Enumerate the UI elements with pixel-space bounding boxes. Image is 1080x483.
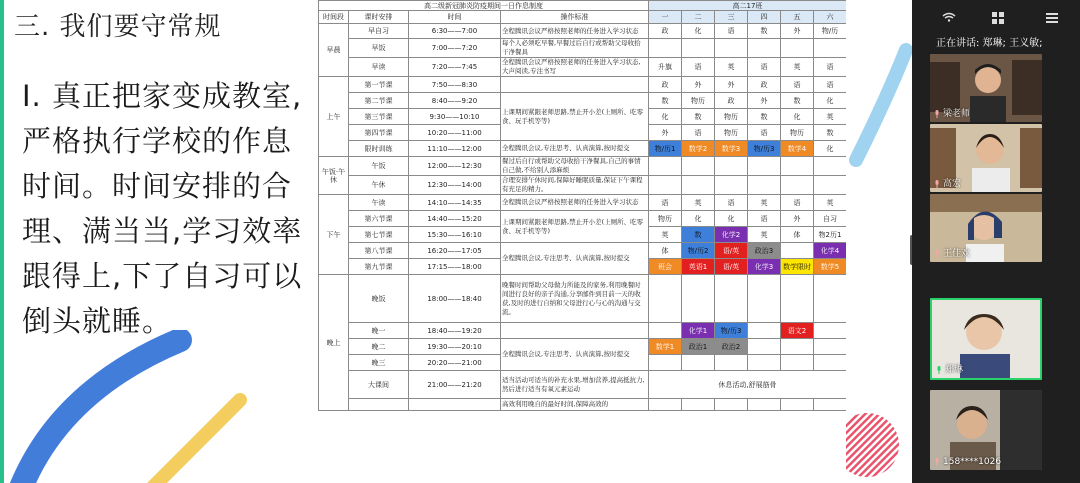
participant-name: 高宏	[943, 179, 962, 189]
subject-cell	[781, 176, 814, 195]
grid-view-icon[interactable]	[992, 12, 1004, 24]
table-row	[319, 243, 847, 259]
slot-cell	[349, 399, 409, 411]
slot-cell: 第三节课	[349, 109, 409, 125]
time-cell: 11:10——12:00	[409, 141, 501, 157]
subject-cell: 物历	[781, 125, 814, 141]
standard-cell	[501, 323, 649, 339]
subject-cell: 政	[715, 93, 748, 109]
subject-cell: 化	[781, 109, 814, 125]
slot-cell: 午饭	[349, 157, 409, 176]
subject-cell: 英语1	[682, 259, 715, 275]
mic-icon-active	[936, 366, 942, 374]
subject-cell: 外	[715, 77, 748, 93]
table-row	[319, 399, 847, 411]
participant-tile-active[interactable]	[930, 298, 1042, 380]
subject-cell: 物历	[715, 125, 748, 141]
subject-cell	[649, 275, 682, 323]
column-header: 课时安排	[349, 11, 409, 24]
column-header: 时间段	[319, 11, 349, 24]
slot-cell: 午读	[349, 195, 409, 211]
subject-cell: 政治3	[748, 243, 781, 259]
subject-cell: 英	[682, 195, 715, 211]
subject-cell	[814, 157, 847, 176]
subject-cell: 政	[748, 77, 781, 93]
subject-cell: 语	[814, 77, 847, 93]
subject-cell	[682, 355, 715, 371]
participant-tile[interactable]	[930, 124, 1042, 192]
subject-cell: 外	[649, 125, 682, 141]
time-cell: 20:20——21:00	[409, 355, 501, 371]
subject-cell: 数	[649, 93, 682, 109]
subject-cell	[781, 243, 814, 259]
time-cell	[409, 399, 501, 411]
wifi-icon	[942, 12, 956, 22]
subject-cell	[748, 339, 781, 355]
subject-cell: 物/历1	[649, 141, 682, 157]
subject-cell: 政治2	[715, 339, 748, 355]
participant-name: 梁老师	[943, 109, 971, 119]
slot-cell: 早读	[349, 58, 409, 77]
participant-tile[interactable]	[930, 194, 1042, 262]
participants-panel	[912, 0, 1080, 483]
table-row	[319, 176, 847, 195]
column-header: 时间	[409, 11, 501, 24]
subject-cell: 语	[748, 211, 781, 227]
time-cell: 7:20——7:45	[409, 58, 501, 77]
standard-cell: 餐过后自行或帮助父母收拾干净餐具,自己的事情自己做,不给别人添麻烦	[501, 157, 649, 176]
period-cell: 晚上	[319, 275, 349, 411]
table-row	[319, 141, 847, 157]
period-cell: 上午	[319, 77, 349, 157]
subject-cell: 物/历2	[682, 243, 715, 259]
table-row	[319, 77, 847, 93]
subject-cell	[682, 275, 715, 323]
subject-cell: 化	[715, 211, 748, 227]
subject-cell: 英	[715, 58, 748, 77]
slot-cell: 第一节课	[349, 77, 409, 93]
time-cell: 12:00——12:30	[409, 157, 501, 176]
participant-tile[interactable]	[930, 54, 1042, 122]
subject-cell	[814, 399, 847, 411]
subject-cell: 物/历	[814, 24, 847, 39]
subject-cell	[682, 176, 715, 195]
subject-cell: 化学3	[748, 259, 781, 275]
subject-cell: 物2历1	[814, 227, 847, 243]
subject-cell: 数	[682, 227, 715, 243]
subject-cell: 数学3	[715, 141, 748, 157]
subject-cell: 数	[781, 93, 814, 109]
column-header: 一	[649, 11, 682, 24]
slot-cell: 晚饭	[349, 275, 409, 323]
slot-cell: 晚二	[349, 339, 409, 355]
standard-cell: 晚餐时间帮助父母做力所能及的家务,利用晚餐时间进行良好的亲子沟通,分享邮件到目前一天的收获,及时的进行自纳和父母进行心与心的沟通与交流。	[501, 275, 649, 323]
slot-cell: 限时训练	[349, 141, 409, 157]
subject-cell: 数	[814, 125, 847, 141]
subject-cell: 化	[814, 141, 847, 157]
subject-cell: 语	[682, 125, 715, 141]
time-cell: 15:30——16:10	[409, 227, 501, 243]
slot-cell: 午休	[349, 176, 409, 195]
subject-cell	[715, 157, 748, 176]
subject-cell: 语文2	[781, 323, 814, 339]
mic-icon	[934, 250, 940, 258]
participant-tile[interactable]	[930, 390, 1042, 470]
subject-cell: 数学2	[682, 141, 715, 157]
column-header: 五	[781, 11, 814, 24]
subject-cell: 外	[748, 93, 781, 109]
more-options-icon[interactable]	[1046, 12, 1058, 24]
subject-cell	[649, 323, 682, 339]
column-header: 六	[814, 11, 847, 24]
time-cell: 9:30——10:10	[409, 109, 501, 125]
period-cell: 午饭·午休	[319, 157, 349, 195]
table-caption: 高二级新冠肺炎防疫期间一日作息制度	[319, 1, 649, 11]
subject-cell	[781, 157, 814, 176]
subject-cell: 升旗	[649, 58, 682, 77]
subject-cell: 外	[781, 24, 814, 39]
standard-cell: 全程腾讯会议严格按照老师的任务进入学习状态	[501, 195, 649, 211]
standard-cell: 上课期间紧跟老师思路,禁止开小差(上厕所、吃零食、玩手机等等)	[501, 93, 649, 141]
standard-cell: 每个人必须吃早餐,早餐过后自行或帮助父母收拾干净餐具	[501, 39, 649, 58]
subject-cell: 班会	[649, 259, 682, 275]
subject-cell: 语/英	[715, 259, 748, 275]
table-row	[319, 323, 847, 339]
table-row	[319, 275, 847, 323]
subject-cell: 物/历3	[715, 323, 748, 339]
subject-cell: 语	[814, 58, 847, 77]
subject-cell: 政治1	[682, 339, 715, 355]
subject-cell	[814, 323, 847, 339]
subject-cell: 化学2	[715, 227, 748, 243]
subject-cell: 体	[649, 243, 682, 259]
time-cell: 6:30——7:00	[409, 24, 501, 39]
subject-cell	[649, 399, 682, 411]
slot-cell: 第七节课	[349, 227, 409, 243]
slot-cell: 大课间	[349, 371, 409, 399]
table-row	[319, 24, 847, 39]
subject-cell	[682, 157, 715, 176]
standard-cell: 全程腾讯会议严格按照老师的任务进入学习状态,大声阅读,专注书写	[501, 58, 649, 77]
slot-cell: 第六节课	[349, 211, 409, 227]
subject-cell: 化	[814, 93, 847, 109]
subject-cell: 数学5	[814, 259, 847, 275]
table-row	[319, 211, 847, 227]
slot-cell: 晚三	[349, 355, 409, 371]
time-cell: 17:15——18:00	[409, 259, 501, 275]
subject-cell: 政	[649, 77, 682, 93]
subject-cell	[715, 176, 748, 195]
subject-cell: 语	[748, 58, 781, 77]
subject-cell: 英	[814, 109, 847, 125]
subject-cell	[781, 399, 814, 411]
subject-cell	[649, 176, 682, 195]
period-cell: 早晨	[319, 24, 349, 77]
standard-cell	[501, 77, 649, 93]
subject-cell: 语	[649, 195, 682, 211]
slot-cell: 第四节课	[349, 125, 409, 141]
time-cell: 19:30——20:10	[409, 339, 501, 355]
table-row	[319, 195, 847, 211]
subject-cell: 语/英	[715, 243, 748, 259]
slot-cell: 晚一	[349, 323, 409, 339]
subject-cell	[781, 275, 814, 323]
slot-cell: 第八节课	[349, 243, 409, 259]
subject-cell	[781, 355, 814, 371]
time-cell: 18:40——19:20	[409, 323, 501, 339]
subject-cell: 英	[781, 58, 814, 77]
subject-cell	[814, 355, 847, 371]
subject-cell	[748, 157, 781, 176]
column-header: 四	[748, 11, 781, 24]
subject-cell: 化学1	[682, 323, 715, 339]
subject-cell: 语	[748, 125, 781, 141]
subject-cell: 英	[748, 195, 781, 211]
subject-cell: 数学限时	[781, 259, 814, 275]
subject-cell	[682, 39, 715, 58]
panel-top-bar	[912, 0, 1080, 34]
column-header: 二	[682, 11, 715, 24]
subject-cell: 数学1	[649, 339, 682, 355]
standard-cell: 全程腾讯会议严格按照老师的任务进入学习状态	[501, 24, 649, 39]
standard-cell: 全程腾讯会议,专注思考、认真演算,按时提交	[501, 243, 649, 275]
subject-cell	[682, 399, 715, 411]
time-cell: 10:20——11:00	[409, 125, 501, 141]
subject-cell: 物历	[682, 93, 715, 109]
time-cell: 7:50——8:30	[409, 77, 501, 93]
slot-cell: 早自习	[349, 24, 409, 39]
schedule-table	[318, 0, 846, 411]
column-header: 操作标准	[501, 11, 649, 24]
subject-cell: 化学4	[814, 243, 847, 259]
time-cell: 14:40——15:20	[409, 211, 501, 227]
standard-cell: 适当活动可适当的补充水果,增加营养,提高抵抗力,然后进行适当有氧元素运动	[501, 371, 649, 399]
decor-right-shape	[846, 40, 912, 170]
subject-cell: 语	[715, 195, 748, 211]
standard-cell: 上课期间紧跟老师思路,禁止开小差(上厕所、吃零食、玩手机等等)	[501, 211, 649, 243]
subject-cell: 英	[814, 195, 847, 211]
rest-cell: 休息活动,舒展筋骨	[649, 371, 847, 399]
subject-cell	[715, 39, 748, 58]
time-cell: 18:00——18:40	[409, 275, 501, 323]
subject-cell	[748, 275, 781, 323]
decor-stroke-shape	[0, 330, 260, 483]
slot-cell: 第九节课	[349, 259, 409, 275]
slot-cell: 第二节课	[349, 93, 409, 109]
subject-cell	[781, 339, 814, 355]
column-header: 三	[715, 11, 748, 24]
subject-cell	[715, 275, 748, 323]
subject-cell	[715, 355, 748, 371]
standard-cell: 高效利用晚自的最好时间,保障高效的	[501, 399, 649, 411]
subject-cell: 化	[682, 211, 715, 227]
standard-cell: 全程腾讯会议,专注思考、认真演算,按时提交	[501, 339, 649, 371]
subject-cell: 体	[781, 227, 814, 243]
subject-cell: 物/历3	[748, 141, 781, 157]
class-caption: 高二17班	[649, 1, 847, 11]
speaking-indicator: 正在讲话: 郑琳; 王义敏;	[936, 38, 1043, 49]
subject-cell: 政	[649, 24, 682, 39]
mic-icon	[934, 458, 940, 466]
subject-cell: 英	[748, 227, 781, 243]
subject-cell: 英	[649, 227, 682, 243]
participant-name: 郑琳	[945, 365, 964, 375]
time-cell: 14:10——14:35	[409, 195, 501, 211]
subject-cell	[748, 399, 781, 411]
subject-cell	[748, 39, 781, 58]
standard-cell: 合理安排午休时间,保障好睡眠质量,保证下午课程有充足的精力。	[501, 176, 649, 195]
table-row	[319, 371, 847, 399]
standard-cell: 全程腾讯会议,专注思考、认真演算,按时提交	[501, 141, 649, 157]
subject-cell: 外	[781, 211, 814, 227]
period-cell: 下午	[319, 195, 349, 275]
subject-cell: 物历	[715, 109, 748, 125]
subject-cell: 数	[748, 24, 781, 39]
time-cell: 16:20——17:05	[409, 243, 501, 259]
subject-cell: 语	[781, 195, 814, 211]
subject-cell: 语	[715, 24, 748, 39]
subject-cell	[814, 275, 847, 323]
slot-cell: 早饭	[349, 39, 409, 58]
table-row	[319, 58, 847, 77]
time-cell: 7:00——7:20	[409, 39, 501, 58]
subject-cell: 物历	[649, 211, 682, 227]
subject-cell	[781, 39, 814, 58]
table-row	[319, 157, 847, 176]
subject-cell	[748, 176, 781, 195]
time-cell: 12:30——14:00	[409, 176, 501, 195]
table-row	[319, 39, 847, 58]
slide-body-text: I. 真正把家变成教室,严格执行学校的作息时间。时间安排的合理、满当当,学习效率跟得上,下了自习可以倒头就睡。	[22, 79, 303, 338]
time-cell: 8:40——9:20	[409, 93, 501, 109]
subject-cell	[748, 323, 781, 339]
subject-cell	[814, 339, 847, 355]
subject-cell: 化	[682, 24, 715, 39]
subject-cell: 语	[682, 58, 715, 77]
mic-icon	[934, 110, 940, 118]
time-cell: 21:00——21:20	[409, 371, 501, 399]
table-row	[319, 93, 847, 109]
subject-cell: 数	[748, 109, 781, 125]
schedule-table-container	[318, 0, 846, 483]
subject-cell: 数学4	[781, 141, 814, 157]
subject-cell	[715, 399, 748, 411]
subject-cell	[649, 39, 682, 58]
subject-cell	[748, 355, 781, 371]
subject-cell	[649, 157, 682, 176]
subject-cell	[814, 39, 847, 58]
subject-cell: 外	[682, 77, 715, 93]
subject-cell	[814, 176, 847, 195]
subject-cell: 数	[682, 109, 715, 125]
subject-cell: 语	[781, 77, 814, 93]
subject-cell	[649, 355, 682, 371]
participant-name: 158****1026	[943, 457, 1002, 467]
mic-icon	[934, 180, 940, 188]
subject-cell: 化	[649, 109, 682, 125]
slide-title: 三. 我们要守常规	[14, 12, 222, 42]
subject-cell: 自习	[814, 211, 847, 227]
table-row	[319, 339, 847, 355]
participant-name: 王佳欢	[943, 249, 971, 259]
